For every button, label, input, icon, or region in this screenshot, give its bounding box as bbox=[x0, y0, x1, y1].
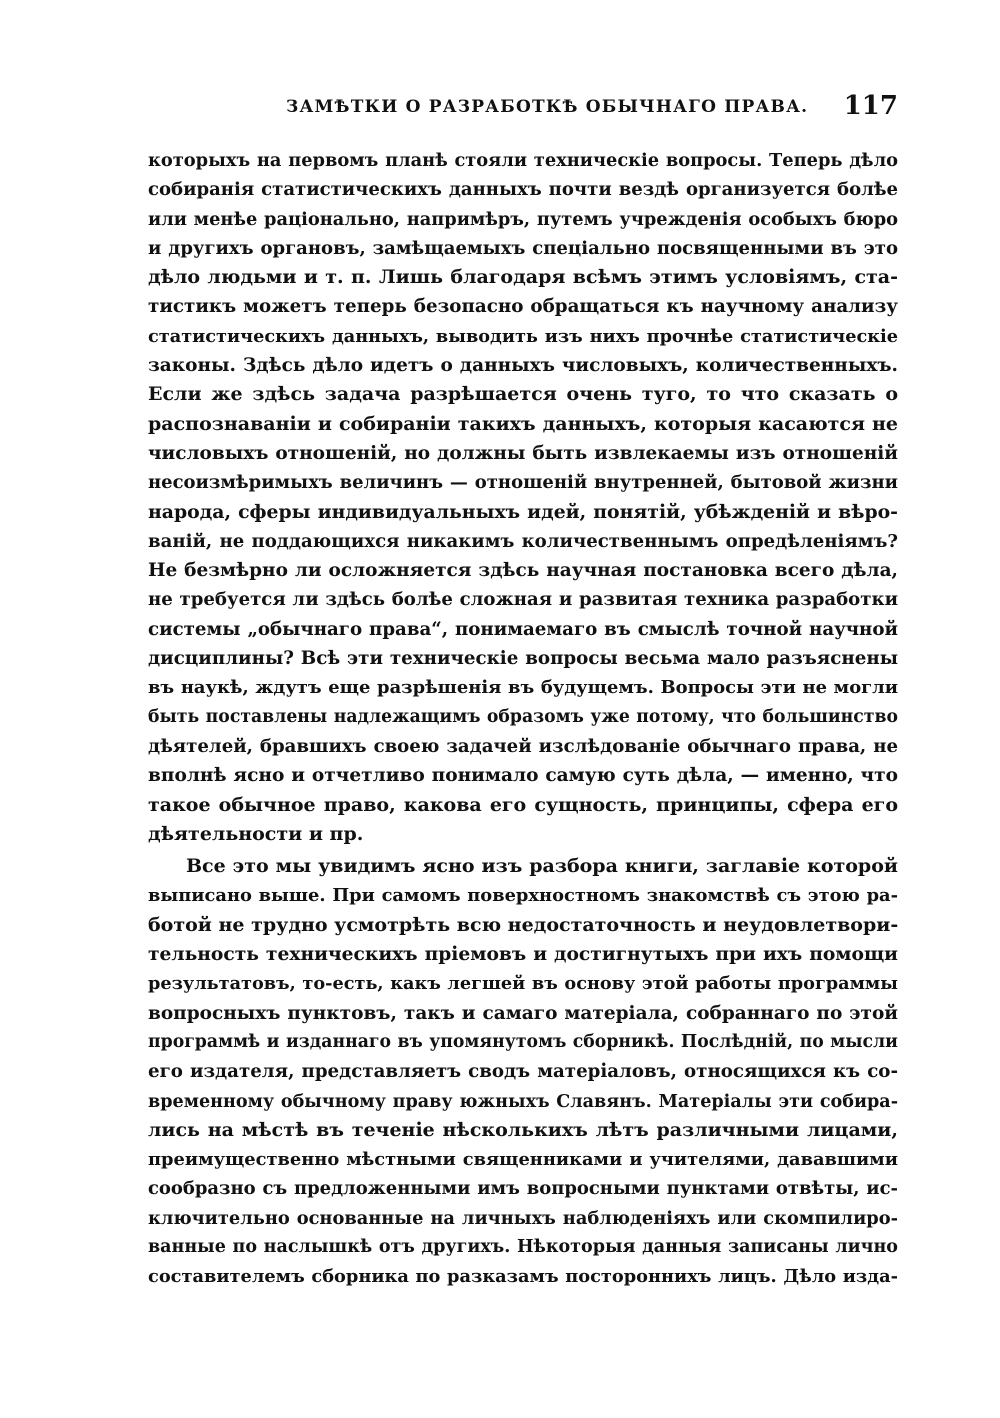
text-line: преимущественно мѣстными священниками и учителями, дававшими bbox=[148, 1149, 898, 1171]
text-line: быть поставлены надлежащимъ образомъ уже потому, что большинство bbox=[148, 706, 898, 727]
text-line: программѣ и изданнаго въ упомянутомъ сборникѣ. Послѣдній, по мысли bbox=[148, 1031, 898, 1052]
text-line: тельность техническихъ пріемовъ и достигнутыхъ при ихъ помощи bbox=[148, 943, 898, 966]
text-line: выписано выше. При самомъ поверхностномъ знакомствѣ съ этою ра- bbox=[148, 885, 898, 907]
running-header bbox=[148, 93, 898, 133]
text-line: вопросныхъ пунктовъ, такъ и самаго матеріала, собраннаго по этой bbox=[148, 1002, 898, 1024]
page-number: 117 bbox=[843, 91, 898, 121]
text-line: въ наукѣ, ждутъ еще разрѣшенія въ будущемъ. Вопросы эти не могли bbox=[148, 677, 898, 699]
text-line: и другихъ органовъ, замѣщаемыхъ спеціально посвященными въ это bbox=[148, 237, 898, 259]
text-line: несоизмѣримыхъ величинъ — отношеній внутренней, бытовой жизни bbox=[148, 472, 898, 494]
text-line: собиранія статистическихъ данныхъ почти вездѣ организуется болѣе bbox=[148, 179, 898, 201]
body-text bbox=[148, 146, 898, 1292]
text-line: Не безмѣрно ли осложняется здѣсь научная постановка всего дѣла, bbox=[148, 560, 898, 582]
text-line: не требуется ли здѣсь болѣе сложная и развитая техника разработки bbox=[148, 589, 898, 611]
text-line: дисциплины? Всѣ эти техническіе вопросы весьма мало разъяснены bbox=[148, 648, 898, 670]
text-line: дѣятельности и пр. bbox=[148, 822, 364, 845]
text-line: дѣятелей, бравшихъ своею задачей изслѣдованіе обычнаго права, не bbox=[148, 735, 898, 757]
text-line: тистикъ можетъ теперь безопасно обращаться къ научному анализу bbox=[148, 296, 898, 318]
text-line: Все это мы увидимъ ясно изъ разбора книги, заглавіе которой bbox=[186, 855, 898, 878]
paragraph-1 bbox=[148, 146, 898, 849]
paragraph-2 bbox=[148, 852, 898, 1291]
text-line: такое обычное право, какова его сущность, принципы, сфера его bbox=[148, 793, 898, 816]
text-line: составителемъ сборника по разказамъ постороннихъ лицъ. Дѣло изда- bbox=[148, 1266, 898, 1288]
text-line: результатовъ, то-есть, какъ легшей въ основу этой работы программы bbox=[148, 973, 898, 995]
text-line: вполнѣ ясно и отчетливо понимало самую суть дѣла, — именно, что bbox=[148, 765, 898, 787]
text-line: Если же здѣсь задача разрѣшается очень туго, то что сказать о bbox=[148, 383, 898, 406]
text-line: или менѣе раціонально, напримѣръ, путемъ учрежденія особыхъ бюро bbox=[148, 208, 898, 230]
text-line: ванные по наслышкѣ отъ другихъ. Нѣкоторыя данныя записаны лично bbox=[148, 1236, 898, 1257]
running-title: ЗАМѢТКИ О РАЗРАБОТКѢ ОБЫЧНАГО ПРАВА. bbox=[286, 97, 809, 117]
text-line: дѣло людьми и т. п. Лишь благодаря всѣмъ этимъ условіямъ, ста- bbox=[148, 266, 898, 289]
text-line: которыхъ на первомъ планѣ стояли техническіе вопросы. Теперь дѣло bbox=[148, 150, 898, 171]
text-line: народа, сферы индивидуальныхъ идей, понятій, убѣжденій и вѣро- bbox=[148, 500, 898, 523]
text-line: ключительно основанные на личныхъ наблюденіяхъ или скомпилиро- bbox=[148, 1207, 898, 1229]
text-line: числовыхъ отношеній, но должны быть извлекаемы изъ отношеній bbox=[148, 442, 898, 464]
text-line: его издателя, представляетъ сводъ матеріаловъ, относящихся къ со- bbox=[148, 1061, 898, 1083]
text-line: законы. Здѣсь дѣло идетъ о данныхъ числовыхъ, количественныхъ. bbox=[148, 355, 898, 377]
text-line: ботой не трудно усмотрѣть всю недостаточность и неудовлетвори- bbox=[148, 913, 898, 936]
text-line: распознаваніи и собираніи такихъ данныхъ, которыя касаются не bbox=[148, 412, 898, 435]
text-line: ваній, не поддающихся никакимъ количественнымъ опредѣленіямъ? bbox=[148, 530, 898, 552]
text-line: системы „обычнаго права“, понимаемаго въ смыслѣ точной научной bbox=[148, 618, 898, 640]
text-line: статистическихъ данныхъ, выводить изъ нихъ прочнѣе статистическіе bbox=[148, 325, 898, 347]
text-line: лись на мѣстѣ въ теченіе нѣсколькихъ лѣтъ различными лицами, bbox=[148, 1118, 898, 1141]
text-line: сообразно съ предложенными имъ вопросными пунктами отвѣты, ис- bbox=[148, 1178, 898, 1200]
text-line: временному обычному праву южныхъ Славянъ. Матеріалы эти собира- bbox=[148, 1090, 898, 1112]
